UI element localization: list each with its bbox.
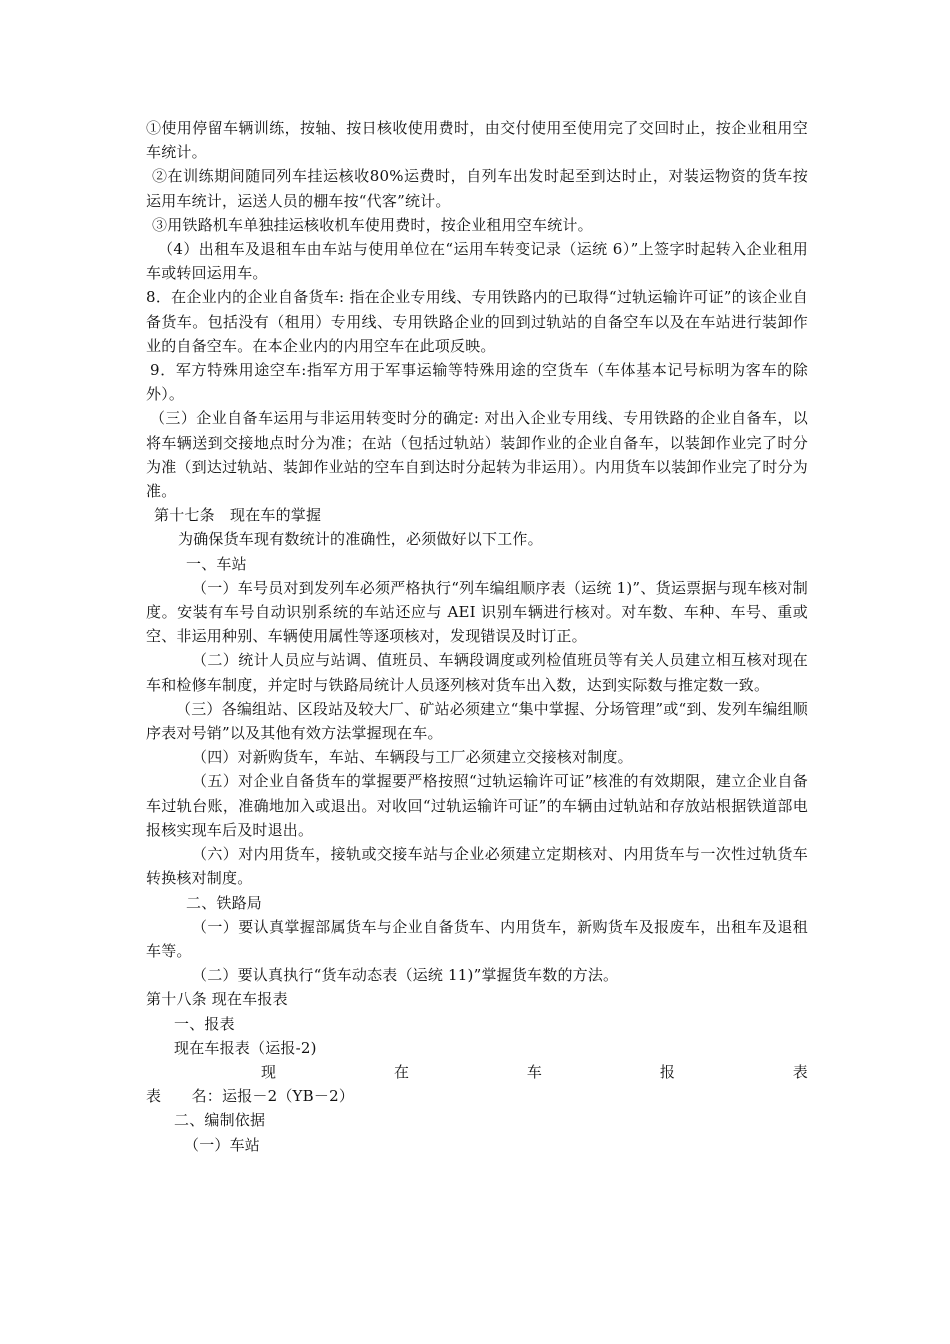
paragraph: （五）对企业自备货车的掌握要严格按照“过轨运输许可证”核准的有效期限，建立企业自备车过轨台账，准确地加入或退出。对收回“过轨运输许可证”的车辆由过轨站和存放站根据铁道部电报核实现车后及时退出。 <box>146 772 808 839</box>
paragraph: 二、铁路局 <box>186 893 263 912</box>
paragraph: 第十七条 现在车的掌握 <box>154 506 322 525</box>
paragraph: （二）要认真执行“货车动态表（运统 11)”掌握货车数的方法。 <box>192 966 619 985</box>
paragraph: 一、车站 <box>186 554 247 573</box>
form-name-line: 表 名：运报－2（YB－2） <box>146 1087 355 1106</box>
paragraph: （三）各编组站、区段站及较大厂、矿站必须建立“集中掌握、分场管理”或“到、发列车编组顺序表对号销”以及其他有效方法掌握现在车。 <box>146 699 808 743</box>
paragraph: （一）车站 <box>184 1135 261 1154</box>
paragraph: ③用铁路机车单独挂运核收机车使用费时，按企业租用空车统计。 <box>152 215 593 234</box>
paragraph: 9．军方特殊用途空车:指军方用于军事运输等特殊用途的空货车（车体基本记号标明为客车的除外）。 <box>146 361 808 404</box>
paragraph: （四）对新购货车，车站、车辆段与工厂必须建立交接核对制度。 <box>192 748 633 767</box>
spread-title-char: 车 <box>526 1062 543 1081</box>
tail-lines <box>146 1108 808 1156</box>
paragraph: ②在训练期间随同列车挂运核收80%运费时，自列车出发时起至到达时止，对装运物资的货车按运用车统计，运送人员的棚车按“代客”统计。 <box>146 167 808 210</box>
paragraph: 二、编制依据 <box>174 1111 266 1130</box>
paragraph: （一）车号员对到发列车必须严格执行“列车编组顺序表（运统 1)”、货运票据与现车核对制度。安装有车号自动识别系统的车站还应与 AEI 识别车辆进行核对。对车数、车种、车号、重或空、非运用种别、车辆使用属性等逐项核对，发现错误及时订正。 <box>146 578 808 646</box>
spread-title-line <box>146 1060 808 1084</box>
paragraph: （六）对内用货车，接轨或交接车站与企业必须建立定期核对、内用货车与一次性过轨货车转换核对制度。 <box>146 845 808 888</box>
paragraph: 一、报表 <box>174 1014 235 1033</box>
paragraph: 8．在企业内的企业自备货车: 指在企业专用线、专用铁路内的已取得“过轨运输许可证”的该企业自备货车。包括没有（租用）专用线、专用铁路企业的回到过轨站的自备空车以及在车站进行装卸作业的自备空车。在本企业内的内用空车在此项反映。 <box>146 288 808 355</box>
spread-title-char: 表 <box>792 1062 808 1081</box>
paragraph: （4）出租车及退租车由车站与使用单位在“运用车转变记录（运统 6）”上签字时起转入企业租用车或转回运用车。 <box>146 240 808 283</box>
paragraph: 现在车报表（运报-2) <box>174 1038 317 1057</box>
paragraph: （一）要认真掌握部属货车与企业自备货车、内用货车，新购货车及报废车，出租车及退租车等。 <box>146 917 808 960</box>
spread-title-char: 现 <box>261 1062 277 1081</box>
paragraph: （三）企业自备车运用与非运用转变时分的确定: 对出入企业专用线、专用铁路的企业自备车，以将车辆送到交接地点时分为准；在站（包括过轨站）装卸作业的企业自备车，以装卸作业完了时分为准（到达过轨站、装卸作业站的空车自到达时分起转为非运用）。内用货车以装卸作业完了时分为准。 <box>146 409 808 501</box>
paragraph: 第十八条 现在车报表 <box>146 990 288 1009</box>
paragraph-list <box>146 116 808 1060</box>
paragraph: （二）统计人员应与站调、值班员、车辆段调度或列检值班员等有关人员建立相互核对现在车和检修车制度，并定时与铁路局统计人员逐列核对货车出入数，达到实际数与推定数一致。 <box>146 651 808 694</box>
spread-title-char: 在 <box>393 1062 410 1081</box>
spread-title-char: 报 <box>659 1062 676 1081</box>
document-body <box>146 116 808 1157</box>
paragraph: ①使用停留车辆训练，按轴、按日核收使用费时，由交付使用至使用完了交回时止，按企业租用空车统计。 <box>146 119 808 162</box>
paragraph: 为确保货车现有数统计的准确性，必须做好以下工作。 <box>178 530 543 549</box>
